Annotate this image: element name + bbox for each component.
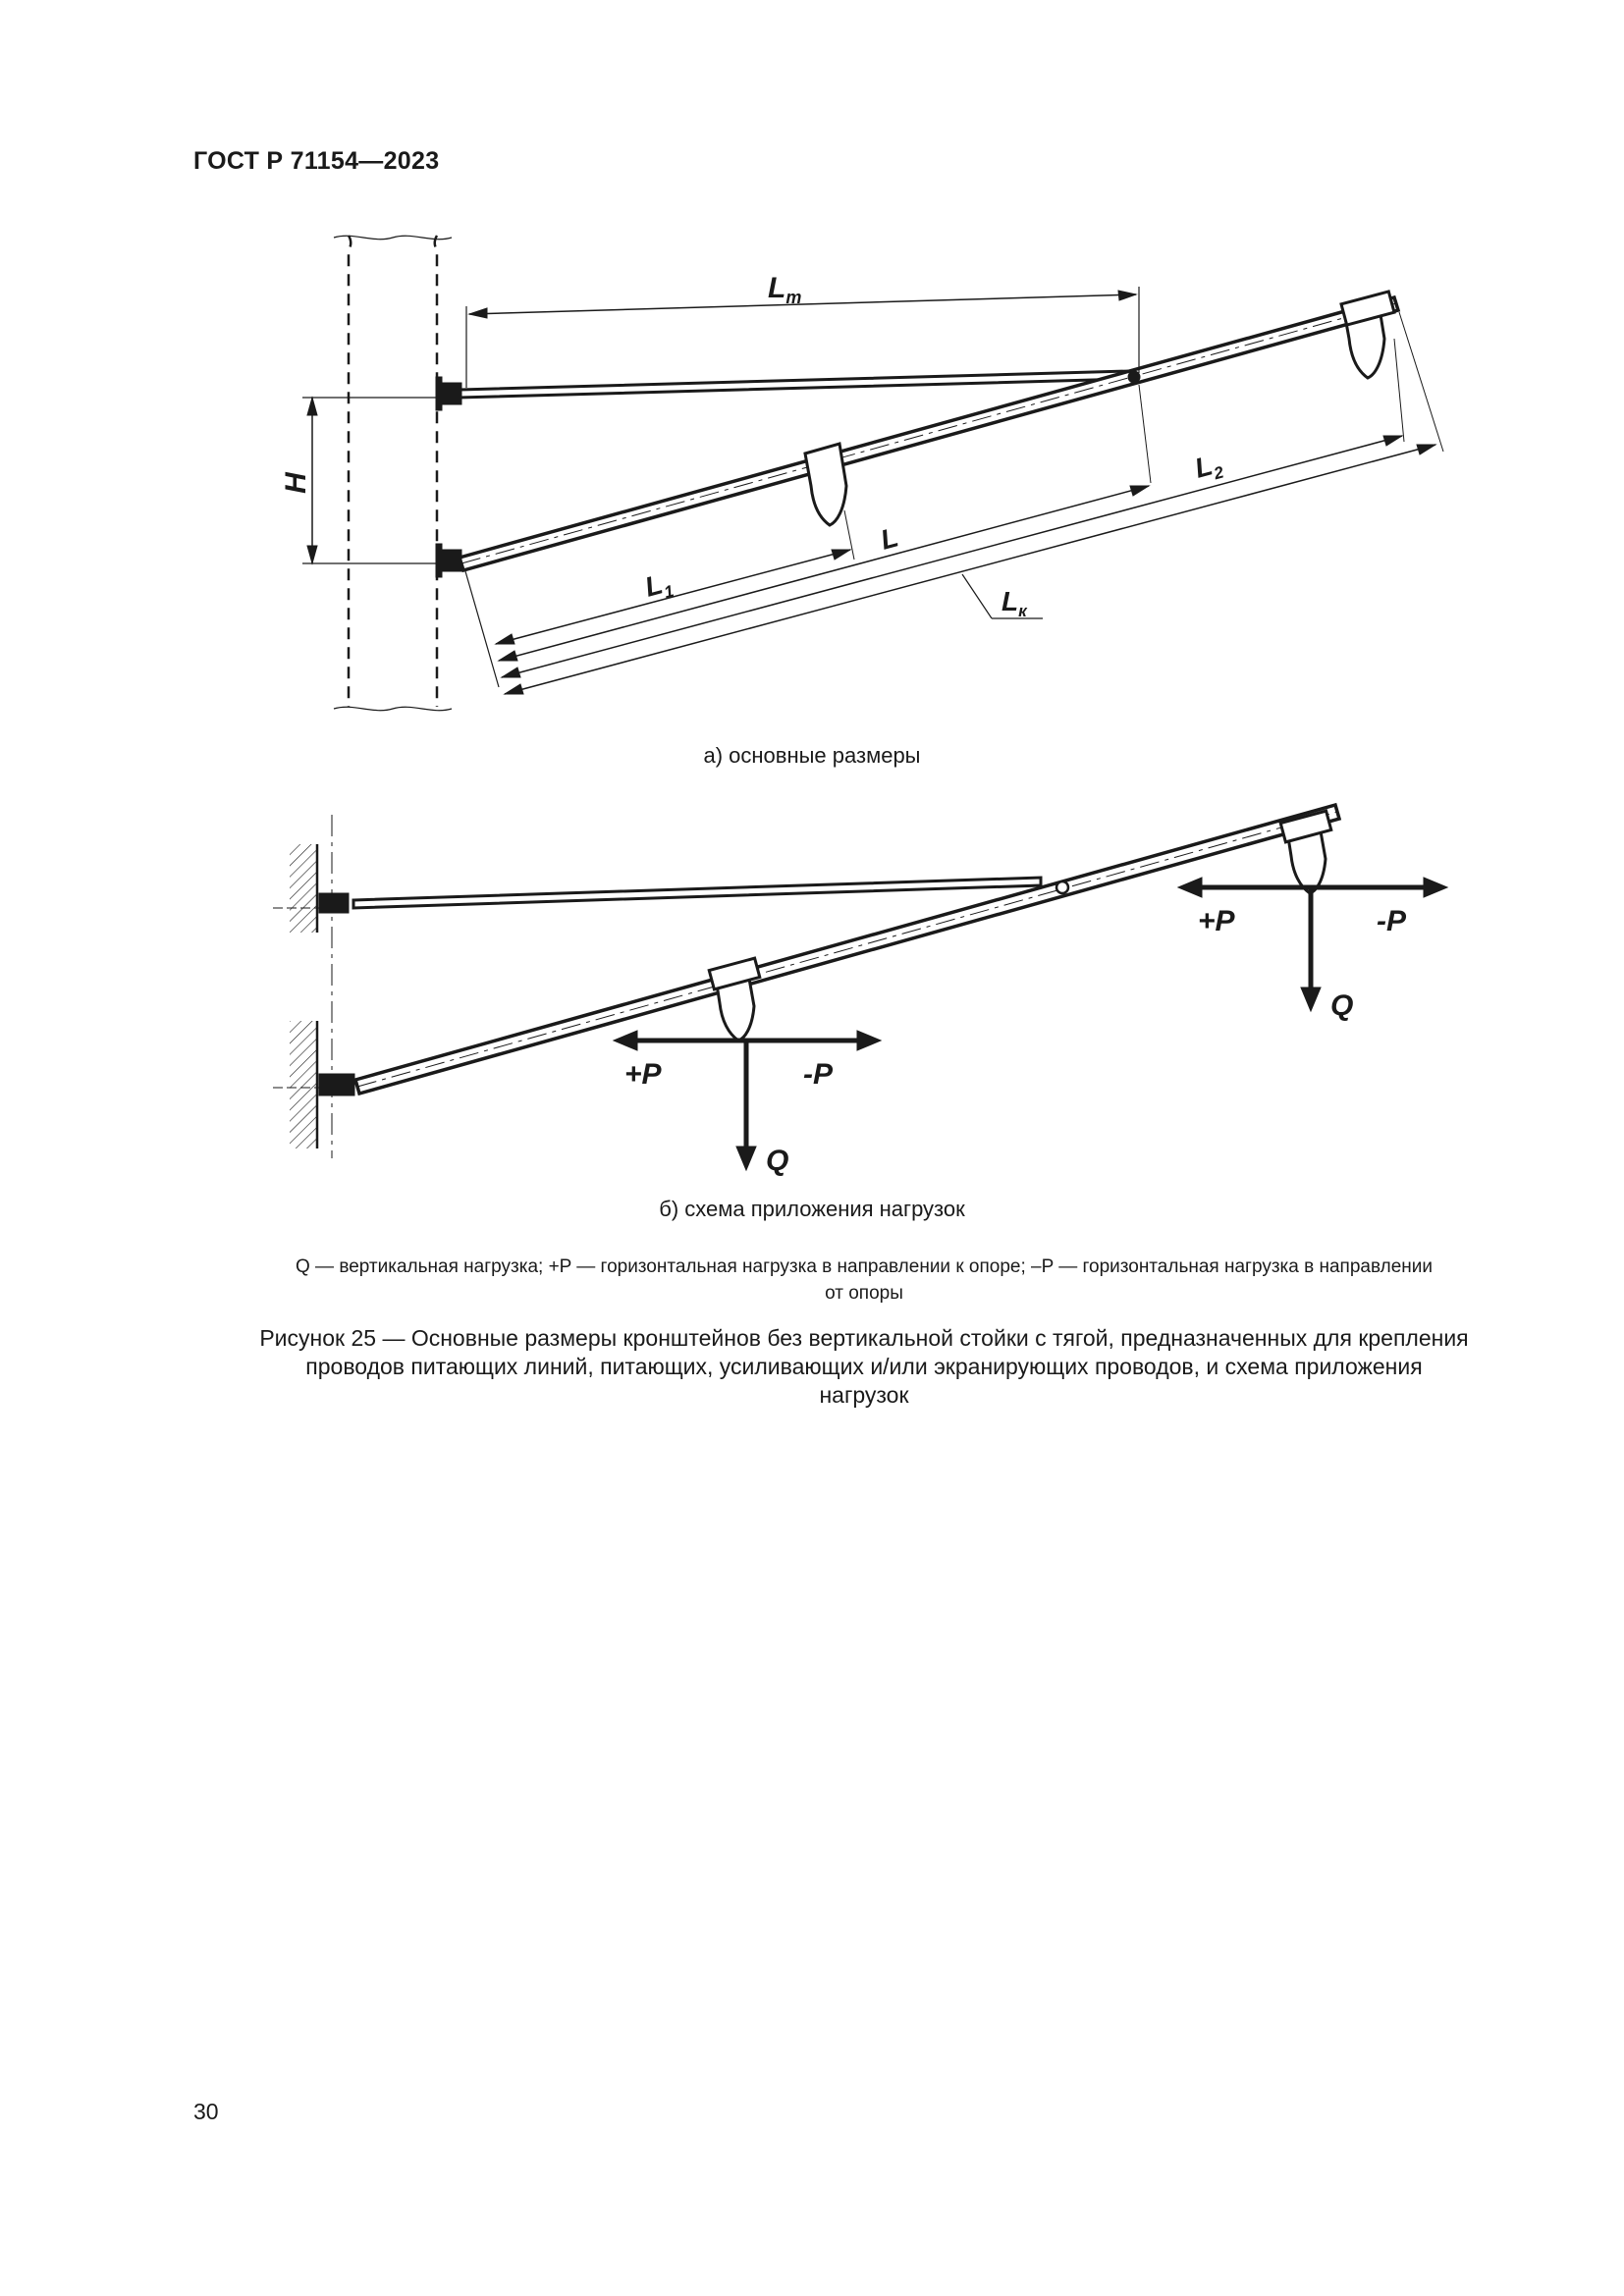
dim-line-lt (469, 294, 1136, 314)
label-q-lower: Q (766, 1145, 789, 1177)
document-header: ГОСТ Р 71154—2023 (193, 147, 440, 175)
figure-legend (177, 1254, 1551, 1307)
bracket-tube (460, 297, 1398, 570)
figure-title-line-3: нагрузок (819, 1382, 909, 1408)
label-plus-p-lower: +P (624, 1058, 662, 1091)
label-minus-p-lower: -P (803, 1058, 833, 1091)
wire-clamp-mid (805, 444, 846, 525)
pole-break-bottom (334, 707, 452, 710)
wall-support-upper (290, 844, 317, 933)
label-plus-p-upper: +P (1198, 905, 1235, 937)
legend-line-1: Q — вертикальная нагрузка; +P — горизонтальная нагрузка в направлении к опоре; –P — горизонтальная нагрузка в направлении (296, 1256, 1433, 1277)
label-l2: $L_2$ (1191, 450, 1226, 484)
pole-edge-left (349, 236, 351, 707)
label-lk: $L_к$ (1001, 586, 1027, 620)
figure-b-load-scheme-drawing (0, 775, 1624, 1188)
force-arrows-upper (1178, 878, 1447, 1011)
tie-rod (460, 371, 1129, 398)
figure-b-caption: б) схема приложения нагрузок (659, 1197, 965, 1221)
bracket-fitting (440, 550, 461, 571)
wall-support-lower (290, 1021, 317, 1148)
figure-title (177, 1324, 1551, 1410)
figure-title-line-1: Рисунок 25 — Основные размеры кронштейнов без вертикальной стойки с тягой, предназначенных для крепления (259, 1325, 1469, 1351)
label-l: L (877, 521, 902, 556)
legend-line-2: от опоры (825, 1283, 903, 1304)
pole-break-top (334, 236, 452, 239)
figure-a-caption: а) основные размеры (703, 743, 921, 768)
figure-a-dimensions-drawing (0, 216, 1624, 726)
label-l1: $L_1$ (641, 568, 677, 603)
force-arrows-lower (614, 1031, 881, 1170)
tie-rod-fitting (440, 383, 461, 404)
label-lt: $L_т$ (768, 272, 802, 307)
dim-line-l2 (502, 436, 1402, 677)
figure-title-line-2: проводов питающих линий, питающих, усиливающих и/или экранирующих проводов, и схема приложения (305, 1354, 1423, 1379)
label-minus-p-upper: -P (1377, 905, 1406, 937)
page-number: 30 (193, 2099, 219, 2124)
tie-rod-b (353, 878, 1041, 908)
tie-joint-b (1056, 881, 1068, 893)
dim-line-lk (505, 445, 1435, 694)
tie-joint (1128, 371, 1140, 383)
label-h: H (280, 472, 312, 494)
label-q-upper: Q (1330, 989, 1354, 1022)
pole-edge-right (435, 236, 437, 707)
